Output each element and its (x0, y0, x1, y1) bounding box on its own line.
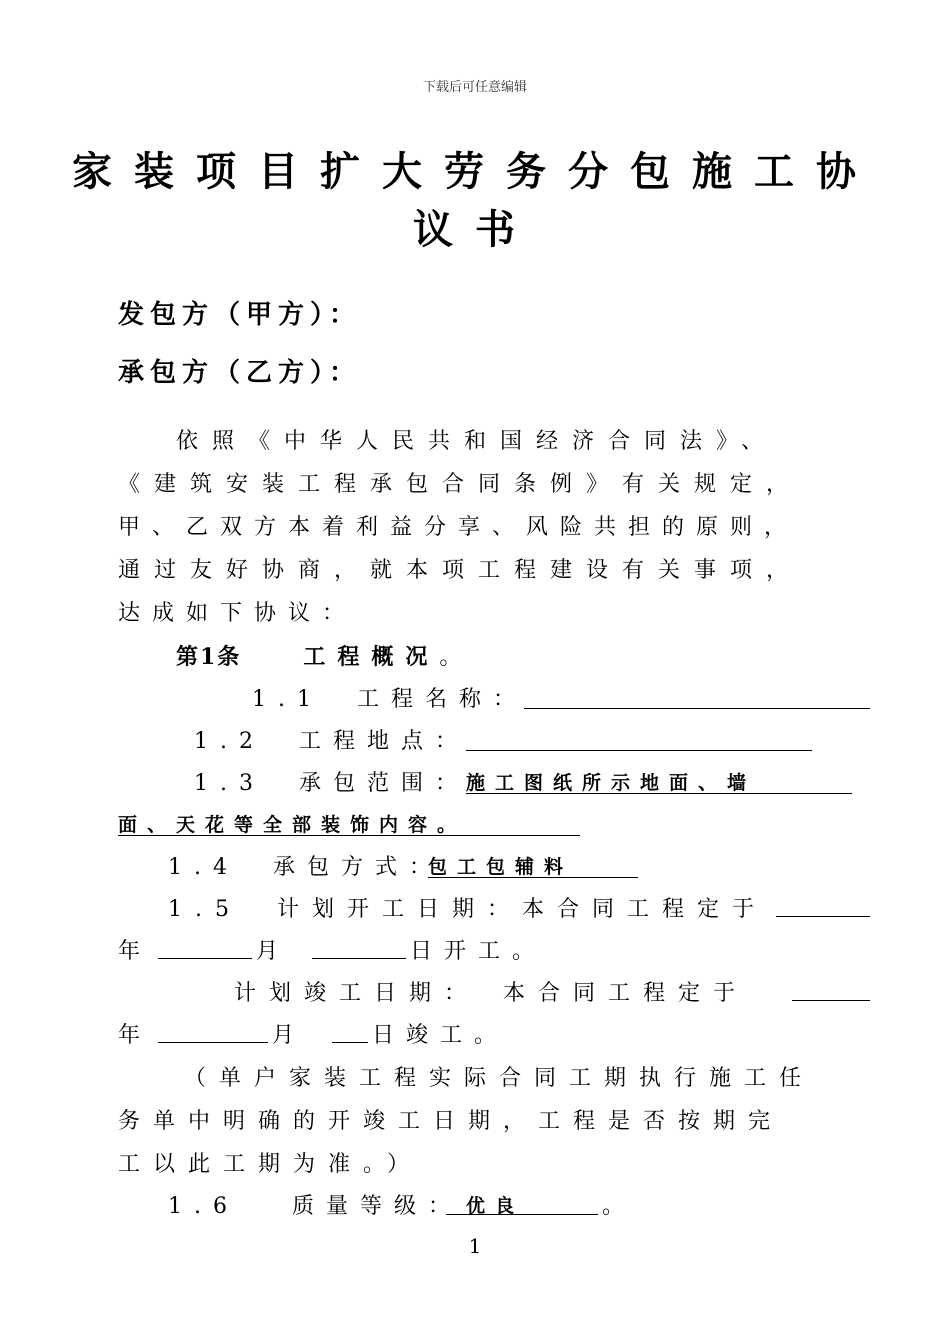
start-year-label: 年 (118, 939, 153, 964)
scope-underline-2 (118, 835, 580, 836)
end-month-blank[interactable] (158, 1042, 268, 1043)
preamble-line5: 达成如下协议： (118, 601, 357, 626)
start-date-blank-lead[interactable] (776, 916, 870, 917)
start-month-blank[interactable] (158, 958, 252, 959)
preamble-line3: 甲、乙双方本着利益分享、风险共担的原则， (118, 515, 799, 540)
document-title-line1: 家装项目扩大劳务分包施工协 (72, 148, 878, 195)
article1-number: 第1条 (176, 644, 242, 670)
item-1-2-label: 1.2 工程地点： (194, 729, 469, 754)
scope-underline-1 (466, 793, 852, 794)
preamble-line2: 《建筑安装工程承包合同条例》有关规定， (118, 472, 803, 497)
contract-mode-value: 包工包辅料 (428, 856, 574, 878)
item-1-6-label: 1.6 质量等级： (168, 1194, 462, 1219)
page-number: 1 (468, 1234, 482, 1258)
duration-note-line1: （单户家装工程实际合同工期执行施工任 (184, 1066, 815, 1091)
scope-value-line1: 施工图纸所示地面、墙 (466, 772, 757, 794)
item-1-3-label: 1.3 承包范围： (194, 771, 469, 796)
end-day-label: 日竣工。 (372, 1023, 509, 1048)
preamble-line1: 依照《中华人民共和国经济合同法》、 (176, 429, 778, 454)
party-a-label: 发包方（甲方）： (118, 300, 362, 330)
item-1-4-label: 1.4 承包方式： (168, 855, 443, 880)
duration-note-line3: 工以此工期为准。） (118, 1152, 423, 1177)
start-date-label: 1.5 计划开工日期：本合同工程定于 (168, 897, 767, 922)
contract-mode-underline (428, 877, 638, 878)
end-date-label: 计划竣工日期： 本合同工程定于 (234, 981, 749, 1006)
preamble-line4: 通过友好协商，就本项工程建设有关事项， (118, 558, 803, 583)
scope-value-line2: 面、天花等全部装饰内容。 (118, 814, 467, 836)
start-day-label: 日开工。 (410, 939, 547, 964)
start-day-blank[interactable] (312, 958, 406, 959)
article1-heading (176, 640, 473, 671)
quality-grade-underline (446, 1214, 598, 1215)
project-location-blank[interactable] (466, 750, 812, 751)
end-year-label: 年 (118, 1023, 153, 1048)
duration-note-line2: 务单中明确的开竣工日期，工程是否按期完 (118, 1109, 784, 1134)
end-month-label: 月 (272, 1023, 307, 1048)
document-title-line2: 议书 (413, 206, 537, 253)
page-header-note: 下载后可任意编辑 (422, 80, 527, 95)
end-day-blank[interactable] (332, 1042, 368, 1043)
article1-title: 工程概况 (303, 644, 440, 670)
party-b-label: 承包方（乙方）： (118, 358, 362, 388)
project-name-blank[interactable] (524, 708, 870, 709)
article1-heading-end: 。 (439, 645, 474, 670)
start-month-label: 月 (256, 939, 291, 964)
quality-grade-end: 。 (602, 1194, 637, 1219)
end-date-blank-lead[interactable] (792, 1000, 870, 1001)
item-1-1-label: 1.1 工程名称： (252, 687, 527, 712)
quality-grade-value: 优良 (466, 1195, 525, 1217)
